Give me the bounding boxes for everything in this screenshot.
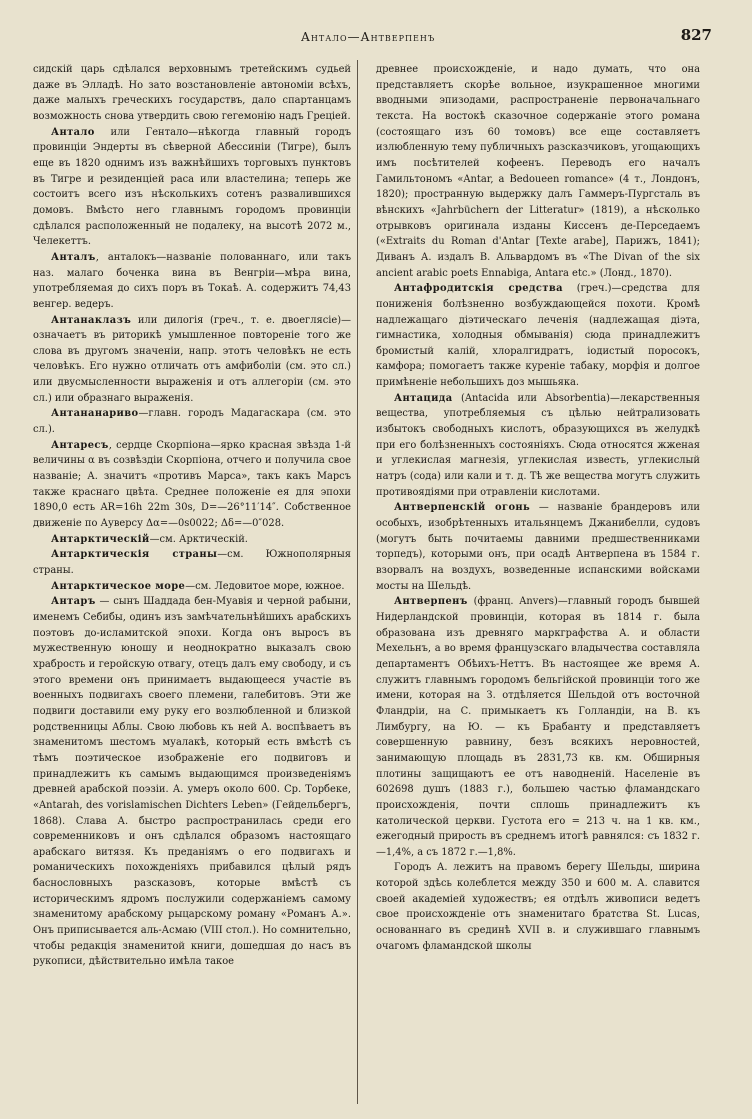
entry-continuation: сидскій царь сдѣлался верховнымъ третейскимъ судьей даже въ Элладѣ. Но зато возстановленіе автономіи всѣхъ, даже малыхъ греческихъ государствъ, дало спартанцамъ возможность снова утвердить свою гегемонію надъ Греціей. bbox=[33, 64, 351, 122]
page-header bbox=[24, 26, 712, 52]
entry-antares: Антаресъ, сердце Скорпіона—ярко красная звѣзда 1-й величины α въ созвѣздіи Скорпіона, отчего и получила свое названіе; А. значитъ «противъ Марса», такъ какъ Марсъ также краснаго цвѣта. Среднее положеніе ея для эпохи 1890,0 есть AR=16h 22m 30s, D=—26°11′14″. Собственное движеніе по Ауверсу Δα=—0s0022; Δδ=—0″028. bbox=[33, 439, 351, 530]
entry-antverpenskiy-ogon: Антверпенскій огонь — названіе брандеровъ или особыхъ, изобрѣтенныхъ итальянцемъ Джанибелли, судовъ (могутъ быть почитаемы давними предшественниками торпедъ), которыми онъ, при осадѣ Антверпена въ 1584 г. взорвалъ на воздухъ, возведенные испанскими войсками мосты на Шельдѣ. bbox=[376, 502, 700, 592]
entry-headword: Антананариво bbox=[51, 408, 139, 420]
entry-antal: Анталъ, анталокъ—названіе полованнаго, или такъ наз. малаго боченка вина въ Венгріи—мѣра вина, употребляемая до сихъ поръ въ Токаѣ. А. содержитъ 74,43 венгер. ведеръ. bbox=[33, 251, 351, 310]
entry-antverpen: Антверпенъ (франц. Anvers)—главный городъ бывшей Нидерландской провинціи, которая въ 1814 г. была образована изъ древняго маркграфства А. и области Мехельнъ, а во время французскаго владычества составляла департаментъ Обѣихъ-Неттъ. Въ настоящее же время А. служитъ главнымъ городомъ бельгійской провинціи того же имени, которая на З. отдѣляется Шельдой отъ восточной Фландріи, на С. примыкаетъ къ Голландіи, на В. къ Лимбургу, на Ю. — къ Брабанту и представляетъ совершенную равнину, безъ всякихъ неровностей, занимающую площадь въ 2831,73 кв. км. Обширныя плотины защищаютъ ее отъ наводненій. Населеніе въ 602698 душъ (1883 г.), большею частью фламандскаго происхожденія, почти сплошь принадлежитъ къ католической церкви. Густота его = 213 ч. на 1 кв. км., ежегодный прирость въ среднемъ итогѣ равнялся: съ 1832 г.—1,4%, а съ 1872 г.—1,8%. bbox=[376, 596, 700, 858]
entry-headword: Антверпенъ bbox=[394, 596, 468, 608]
entry-headword: Антаръ bbox=[51, 596, 96, 608]
entry-headword: Антаресъ bbox=[51, 439, 109, 451]
entry-continuation: древнее происхожденіе, и надо думать, что она представляетъ скорѣе вольное, изукрашенное многими вводными эпизодами, распространеніе первоначальнаго текста. На востокѣ сказочное содержаніе этого романа (состоящаго изъ 60 томовъ) все еще составляетъ излюбленную тему публичныхъ разсказчиковъ, угощающихъ имъ посѣтителей кофеенъ. Переводъ его началъ Гамильтономъ «Antar, a Bedoueen romance» (4 т., Лондонъ, 1820); пространную выдержку далъ Гаммеръ-Пургсталь въ вѣнскихъ «Jahrbüchern der Litteratur» (1819), а нѣсколько отрывковъ оригинала изданы Киссенъ де-Перседаемъ («Extraits du Roman d'Antar [Texte arabe], Парижъ, 1841); Диванъ А. издалъ В. Альвардомъ въ «The Divan of the six ancient arabic poets Ennabiga, Antara etc.» (Лонд., 1870). bbox=[376, 64, 700, 279]
entry-antarkticheskiy: Антарктическій—см. Арктическій. bbox=[51, 533, 248, 545]
entry-antalo: Антало или Гентало—нѣкогда главный городъ провинціи Эндерты въ сѣверной Абессиніи (Тигре), былъ еще въ 1820 однимъ изъ важнѣйшихъ торговыхъ пунктовъ въ Тигре и резиденціей раса или властелина; теперь же состоитъ всего изъ нѣсколькихъ сотенъ развалившихся домовъ. Вмѣсто него главнымъ городомъ провинціи сдѣлался расположенный не подалеку, на высотѣ 2072 м., Челекеттъ. bbox=[33, 126, 351, 248]
entry-headword: Антарктическое море bbox=[51, 580, 186, 592]
entry-antacida: Антацида (Antacida или Absorbentia)—лекарственныя вещества, употребляемыя съ цѣлью нейтрализовать избытокъ свободныхъ кислотъ, образующихся въ желудкѣ при его болѣзненныхъ состояніяхъ. Сюда относятся жженая и углекислая магнезія, углекислая известь, углекислый натръ (сода) или кали и т. д. Тѣ же вещества могутъ служить противоядіями при отравленіи кислотами. bbox=[376, 392, 700, 498]
entry-antananarivo: Антананариво—главн. городъ Мадагаскара (см. это сл.). bbox=[33, 408, 351, 436]
page-number: 827 bbox=[680, 26, 712, 44]
left-column bbox=[33, 62, 351, 970]
entry-antanaklaz: Антанаклазъ или дилогія (греч., т. е. двоеглясіе)—означаетъ въ риторикѣ умышленное повтореніе того же слова въ другомъ значеніи, напр. этотъ человѣкъ не есть человѣкъ. Его нужно отличать отъ амфиболіи (см. это сл.) или двусмысленности выраженія и отъ аллегоріи (см. это сл.) или образнаго выраженія. bbox=[33, 314, 351, 404]
right-column bbox=[376, 62, 700, 954]
entry-headword: Антарктическій bbox=[51, 533, 150, 545]
entry-antafroditskie-sredstva: Антафродитскія средства (греч.)—средства для пониженія болѣзненно возбуждающейся похоти. Кромѣ надлежащаго діэтическаго леченія (надлежащая діэта, гимнастика, холодныя обмыванія) сюда принадлежитъ бромистый калій, хлоралгидратъ, іодистый поросокъ, камфора; помогаетъ также куреніе табаку, морфія и долгое примѣненіе небольшихъ доз мышьяка. bbox=[376, 283, 700, 389]
entry-antarkticheskoe-more: Антарктическое море—см. Ледовитое море, южное. bbox=[51, 580, 345, 592]
entry-headword: Анталъ bbox=[51, 251, 96, 263]
running-head: Антало—Антверпенъ bbox=[300, 30, 436, 44]
entry-antverpen-city: Городъ А. лежитъ на правомъ берегу Шельды, ширина которой здѣсь колеблется между 350 и 600 м. А. славится своей академіей художествъ; ея отдѣлъ живописи ведетъ свое происхожденіе отъ знаменитаго братства St. Lucas, основаннаго въ срединѣ XVII в. и служившаго главнымъ очагомъ фламандской школы bbox=[376, 862, 700, 952]
entry-antarkticheskie-strany: Антарктическія страны—см. Южнополярныя страны. bbox=[33, 549, 351, 576]
entry-headword: Антало bbox=[51, 126, 95, 138]
column-divider bbox=[357, 60, 358, 1104]
entry-headword: Антарктическія страны bbox=[51, 549, 218, 561]
entry-antar: Антаръ — сынъ Шаддада бен-Муавія и черной рабыни, именемъ Себибы, одинъ изъ замѣчательнѣйшихъ арабскихъ поэтовъ до-исламитской эпохи. Когда онъ выросъ въ мужественную юношу и неоднократно выказалъ свою храбрость и геройскую отвагу, отецъ далъ ему свободу, и съ этого времени онъ принимаетъ выдающееся участіе въ военныхъ подвигахъ своего племени, галебитовъ. Эти же подвиги доставили ему руку его возлюбленной и близкой родственницы Аблы. Свою любовь къ ней А. воспѣваетъ въ знаменитомъ шестомъ муалакѣ, который есть вмѣстѣ съ тѣмъ поэтическое изображеніе его подвиговъ и принадлежитъ къ самымъ выдающимся произведеніямъ древней арабской поэзіи. А. умеръ около 600. Ср. Торбеке, «Antarah, des vorislamischen Dichters Leben» (Гейдельбергъ, 1868). Слава А. быстро распространилась среди его современниковъ и онъ сдѣлался образомъ настоящаго арабскаго витязя. Къ преданіямъ о его подвигахъ и романическихъ похожденіяхъ прибавился цѣлый рядъ баснословныхъ разсказовъ, которые вмѣстѣ съ историческимъ ядромъ послужили содержаніемъ самому знаменитому арабскому рыцарскому роману «Романъ А.». Онъ приписывается аль-Асмаю (VIII стол.). Но сомнительно, чтобы редакція знаменитой книги, дошедшая до насъ въ рукописи, дѣйствительно имѣла такое bbox=[33, 596, 351, 968]
entry-headword: Антафродитскія средства bbox=[394, 283, 563, 295]
entry-headword: Антацида bbox=[394, 392, 453, 404]
entry-headword: Антанаклазъ bbox=[51, 314, 132, 326]
entry-headword: Антверпенскій огонь bbox=[394, 502, 531, 514]
